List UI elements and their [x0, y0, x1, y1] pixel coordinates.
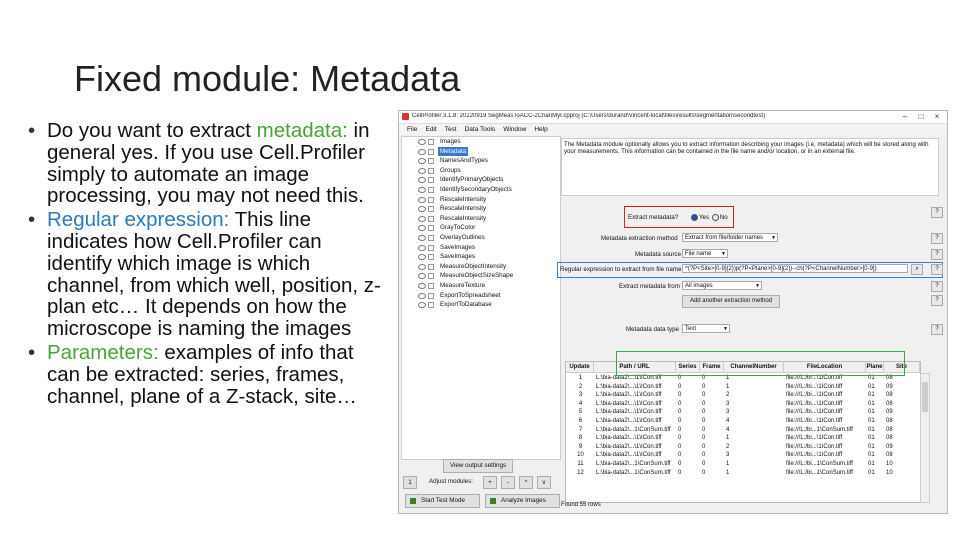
table-cell: file:///L:/bi...\1ICon.tiff: [786, 392, 843, 399]
table-cell: 1: [726, 461, 730, 467]
module-name: SaveImages: [440, 243, 476, 251]
table-cell: L:\bia-data2\...\1\ICon.tiff: [596, 392, 662, 399]
adjust-modules-label: Adjust modules:: [429, 478, 474, 485]
table-cell: 0: [678, 375, 682, 381]
table-cell: file:///L:/bi...\1ICon.tiff: [786, 443, 843, 450]
module-name: GrayToColor: [440, 224, 476, 232]
eye-icon[interactable]: [418, 149, 426, 155]
module-item[interactable]: [402, 204, 560, 214]
extract-from-select[interactable]: [682, 281, 762, 290]
module-item[interactable]: [402, 175, 560, 185]
table-cell: 08: [886, 418, 893, 424]
table-cell: 0: [702, 409, 706, 416]
enable-checkbox[interactable]: [428, 283, 434, 289]
table-cell: 0: [678, 469, 682, 476]
bullet-dot-icon: •: [28, 340, 36, 364]
table-cell: 1: [726, 469, 730, 476]
column-header[interactable]: Plane: [866, 362, 884, 373]
extract-from-value: All images: [685, 283, 713, 289]
analyze-images-button[interactable]: [485, 494, 560, 508]
table-cell: 3: [578, 392, 583, 399]
help-method-button[interactable]: ?: [931, 233, 943, 244]
table-cell: L:\bia-data2\...1\ConSum.tiff: [596, 461, 671, 467]
enable-checkbox[interactable]: [428, 216, 434, 222]
eye-icon[interactable]: [418, 273, 426, 279]
module-description: The Metadata module optionally allows you to extract information describing your images (i.e, metadata) which will be stored along with your measurements. This information can be contained in the file name and/or location, or in an external file.: [561, 138, 939, 196]
table-cell: file:///L:/bi...\1ICon.tiff: [786, 452, 843, 459]
slide-title: Fixed module: Metadata: [74, 58, 461, 99]
minimize-icon[interactable]: –: [902, 112, 908, 121]
menu-test[interactable]: Test: [444, 126, 457, 133]
bullet-text: examples of info that can be extracted: series, frames, channel, plane of a Z-stack, site…: [47, 340, 357, 408]
enable-checkbox[interactable]: [428, 158, 434, 164]
enable-checkbox[interactable]: [428, 225, 434, 231]
module-name: Images: [440, 138, 461, 145]
table-cell: 01: [868, 375, 875, 381]
move-down-button[interactable]: v: [537, 476, 551, 489]
module-item[interactable]: [402, 233, 560, 243]
module-name: Metadata: [440, 147, 467, 155]
module-item[interactable]: [402, 166, 560, 176]
module-count-button[interactable]: 1: [403, 476, 417, 489]
table-cell: L:\bia-data2\...1\ConSum.tiff: [596, 426, 671, 433]
cellprofiler-window: [398, 110, 948, 514]
run-row: [401, 493, 559, 509]
module-name: ExportToSpreadsheet: [440, 291, 501, 299]
table-cell: 01: [868, 443, 875, 450]
table-cell: 0: [702, 469, 706, 476]
table-cell: 8: [578, 435, 583, 442]
table-cell: L:\bia-data2\...\1\ICon.tiff: [596, 435, 662, 442]
view-output-settings-button[interactable]: View output settings: [443, 459, 513, 473]
table-cell: 01: [868, 400, 875, 407]
metadata-table: [565, 361, 921, 503]
module-item[interactable]: [402, 147, 560, 157]
menu-help[interactable]: Help: [534, 126, 548, 133]
module-item[interactable]: [402, 262, 560, 272]
eye-icon[interactable]: [418, 197, 426, 203]
table-cell: 6: [578, 418, 583, 424]
adjust-modules-row: [401, 475, 559, 489]
eye-icon[interactable]: [418, 168, 426, 174]
table-cell: 01: [868, 469, 875, 476]
table-cell: 1: [578, 375, 583, 381]
bullet-dot-icon: •: [28, 208, 36, 232]
regex-input[interactable]: ^(?P<Site>[0-9]{2})p(?P<Plane>[0-9]{2})--ch(?P<ChannelNumber>[0-9]): [682, 264, 908, 273]
eye-icon[interactable]: [418, 225, 426, 231]
enable-checkbox[interactable]: [428, 293, 434, 299]
table-cell: file:///L:/bi...1\ConSum.tiff: [786, 469, 853, 476]
table-cell: 9: [578, 443, 583, 450]
chevron-down-icon: ▼: [723, 326, 728, 332]
data-type-label: Metadata data type: [626, 326, 679, 333]
window-titlebar: [399, 111, 947, 124]
table-cell: 09: [886, 383, 893, 390]
table-cell: 4: [578, 400, 583, 407]
table-cell: 4: [726, 418, 730, 424]
extraction-method-label: Metadata extraction method: [601, 235, 678, 242]
enable-checkbox[interactable]: [428, 235, 434, 241]
table-row[interactable]: [566, 434, 920, 443]
table-row[interactable]: [566, 391, 920, 400]
table-cell: 10: [886, 469, 893, 476]
enable-checkbox[interactable]: [428, 149, 434, 155]
eye-icon[interactable]: [418, 139, 426, 145]
module-item[interactable]: [402, 223, 560, 233]
eye-icon[interactable]: [418, 158, 426, 164]
enable-checkbox[interactable]: [428, 264, 434, 270]
help-regex-button[interactable]: ?: [931, 264, 943, 275]
table-cell: 0: [678, 383, 682, 390]
table-cell: 0: [678, 409, 682, 416]
table-cell: 01: [868, 409, 875, 416]
table-row[interactable]: [566, 383, 920, 392]
table-cell: 0: [702, 392, 706, 399]
table-cell: 0: [678, 443, 682, 450]
window-title: CellProfiler 3.1.8: 20220919 SegMeasToACC-2ChanMyr.cpproj (C:\Users\durand\Vincent-local\files\results\segmentation\secondtest): [412, 113, 766, 119]
table-row[interactable]: [566, 426, 920, 435]
module-name: Groups: [440, 166, 461, 174]
table-cell: L:\bia-data2\...\1\ICon.tiff: [596, 375, 662, 381]
enable-checkbox[interactable]: [428, 273, 434, 279]
table-cell: file:///L:/bi...\1ICon.tiff: [786, 400, 843, 407]
table-cell: 12: [577, 469, 584, 476]
table-scrollbar[interactable]: [920, 373, 930, 503]
menu-bar: [399, 124, 947, 135]
menu-data-tools[interactable]: Data Tools: [464, 126, 496, 133]
module-item[interactable]: [402, 281, 560, 291]
table-cell: L:\bia-data2\...\1\ICon.tiff: [596, 418, 662, 424]
module-item[interactable]: [402, 195, 560, 205]
module-name: MeasureTexture: [440, 281, 486, 289]
enable-checkbox[interactable]: [428, 302, 434, 308]
column-header[interactable]: ChannelNumber: [724, 362, 784, 373]
test-mode-icon: [410, 498, 416, 504]
table-cell: L:\bia-data2\...\1\ICon.tiff: [596, 409, 662, 416]
help-source-button[interactable]: ?: [931, 249, 943, 260]
metadata-source-select[interactable]: [682, 249, 728, 258]
table-cell: 11: [577, 461, 584, 467]
table-cell: 10: [577, 452, 584, 459]
module-name: MeasureObjectIntensity: [440, 262, 507, 270]
table-row[interactable]: [566, 400, 920, 409]
remove-module-button[interactable]: -: [501, 476, 515, 489]
start-test-label: Start Test Mode: [421, 497, 465, 504]
table-cell: 01: [868, 435, 875, 442]
table-cell: 01: [868, 392, 875, 399]
bullet-text: in general yes. If you use Cell.Profiler simply to automate an image processing, you may not need this.: [47, 119, 370, 208]
table-cell: 0: [702, 461, 706, 467]
help-add-button[interactable]: ?: [931, 295, 943, 306]
table-cell: file:///L:/bi...\1ICon.tiff: [786, 418, 843, 424]
metadata-source-value: File name: [685, 251, 712, 257]
table-cell: 0: [702, 400, 706, 407]
chevron-down-icon: ▼: [755, 283, 760, 289]
menu-edit[interactable]: Edit: [425, 126, 437, 133]
table-cell: 0: [678, 418, 682, 424]
module-item[interactable]: [402, 156, 560, 166]
cellprofiler-app-icon: [402, 113, 409, 120]
table-cell: 2: [578, 383, 583, 390]
table-cell: 01: [868, 383, 875, 390]
table-row[interactable]: [566, 469, 920, 478]
extraction-method-select[interactable]: [682, 233, 778, 242]
column-header[interactable]: Path / URL: [594, 362, 676, 373]
radio-yes-label: Yes: [699, 214, 710, 222]
eye-icon[interactable]: [418, 206, 426, 212]
table-cell: 0: [702, 426, 706, 433]
table-cell: L:\bia-data2\...1\ConSum.tiff: [596, 469, 671, 476]
data-type-value: Text: [685, 326, 697, 332]
module-name: RescaleIntensity: [440, 214, 487, 222]
eye-icon[interactable]: [418, 216, 426, 222]
table-cell: L:\bia-data2\...\1\ICon.tiff: [596, 383, 662, 390]
eye-icon[interactable]: [418, 283, 426, 289]
move-up-button[interactable]: ^: [519, 476, 533, 489]
scrollbar-thumb[interactable]: [922, 382, 928, 412]
table-row[interactable]: [566, 451, 920, 460]
table-cell: 0: [678, 435, 682, 442]
table-cell: 01: [868, 426, 875, 433]
table-cell: 0: [678, 392, 682, 399]
table-cell: 0: [678, 452, 682, 459]
bullet-highlight: metadata:: [256, 119, 348, 142]
table-cell: 08: [886, 452, 893, 459]
module-name: OverlayOutlines: [440, 233, 485, 241]
bullet-item: [28, 342, 390, 407]
add-extraction-method-button[interactable]: Add another extraction method: [682, 295, 780, 308]
module-list: [401, 136, 561, 460]
table-cell: 0: [678, 461, 682, 467]
table-cell: 0: [678, 426, 682, 433]
table-cell: 08: [886, 400, 893, 407]
bullet-item: [28, 209, 390, 340]
table-cell: 09: [886, 443, 893, 450]
module-name: ExportToDatabase: [440, 301, 492, 309]
metadata-source-label: Metadata source: [635, 251, 682, 258]
extract-metadata-label: Extract metadata?: [628, 214, 679, 221]
eye-icon[interactable]: [418, 264, 426, 270]
eye-icon[interactable]: [418, 177, 426, 183]
module-item[interactable]: [402, 300, 560, 310]
table-cell: file:///L:/bi...\1ICon.tiff: [786, 409, 843, 416]
bullet-dot-icon: •: [28, 119, 36, 142]
enable-checkbox[interactable]: [428, 206, 434, 212]
menu-file[interactable]: File: [407, 126, 418, 133]
module-item[interactable]: [402, 271, 560, 281]
chevron-down-icon: ▼: [771, 235, 776, 241]
enable-checkbox[interactable]: [428, 245, 434, 251]
help-data-type-button[interactable]: ?: [931, 324, 943, 335]
extraction-method-value: Extract from file/folder names: [685, 235, 764, 241]
column-header[interactable]: Update: [566, 362, 594, 373]
table-row[interactable]: [566, 460, 920, 469]
table-cell: 2: [726, 443, 730, 450]
table-cell: 3: [726, 452, 730, 459]
table-cell: 4: [726, 426, 730, 433]
table-cell: L:\bia-data2\...\1\ICon.tiff: [596, 400, 662, 407]
extract-from-label: Extract metadata from: [619, 283, 680, 290]
table-cell: 2: [726, 392, 730, 399]
table-row[interactable]: [566, 417, 920, 426]
chevron-down-icon: ▼: [721, 251, 726, 257]
module-item[interactable]: [402, 291, 560, 301]
module-name: MeasureObjectSizeShape: [440, 272, 514, 280]
table-cell: 0: [702, 418, 706, 424]
close-icon[interactable]: ×: [934, 112, 940, 121]
enable-checkbox[interactable]: [428, 139, 434, 145]
table-cell: 10: [886, 461, 893, 467]
enable-checkbox[interactable]: [428, 187, 434, 193]
regex-label: Regular expression to extract from file name: [560, 266, 682, 273]
extract-metadata-highlight: [624, 206, 734, 228]
table-cell: 1: [726, 383, 730, 390]
table-cell: file:///L:/bi...\1ICon.tiff: [786, 383, 843, 390]
table-cell: L:\bia-data2\...\1\ICon.tiff: [596, 443, 662, 450]
bullet-text: This line indicates how Cell.Profiler can identify which image is which channel, from which well, position, z-plan etc… It depends on how the microscope is naming the images: [47, 208, 381, 341]
add-module-button[interactable]: +: [483, 476, 497, 489]
table-cell: 01: [868, 452, 875, 459]
analyze-icon: [490, 498, 496, 504]
module-item[interactable]: [402, 137, 560, 147]
help-extract-from-button[interactable]: ?: [931, 281, 943, 292]
table-cell: file:///L:/bi...1\ConSum.tiff: [786, 426, 853, 433]
table-cell: 3: [726, 409, 730, 416]
table-cell: 0: [678, 400, 682, 407]
help-extract-button[interactable]: ?: [931, 207, 943, 218]
table-row[interactable]: [566, 443, 920, 452]
table-cell: file:///L:/bi...1\ConSum.tiff: [786, 461, 853, 467]
bullet-list: [28, 120, 390, 409]
table-cell: 0: [702, 375, 706, 381]
radio-no-label: No: [719, 214, 728, 222]
eye-icon[interactable]: [418, 293, 426, 299]
bullet-highlight: Regular expression:: [47, 208, 230, 232]
column-header[interactable]: Site: [884, 362, 920, 373]
module-name: IdentifyPrimaryObjects: [440, 176, 504, 184]
eye-icon[interactable]: [418, 235, 426, 241]
maximize-icon[interactable]: □: [918, 112, 924, 121]
enable-checkbox[interactable]: [428, 254, 434, 260]
eye-icon[interactable]: [418, 254, 426, 260]
table-header-highlight: [616, 351, 905, 376]
table-cell: 08: [886, 426, 893, 433]
data-type-select[interactable]: [682, 324, 730, 333]
table-cell: file:///L:/bi...\1ICon.tiff: [786, 375, 843, 381]
regex-search-icon[interactable]: ⌕: [911, 264, 923, 275]
table-cell: 0: [702, 452, 706, 459]
module-name: SaveImages: [440, 253, 476, 261]
table-cell: 09: [886, 409, 893, 416]
module-item[interactable]: [402, 185, 560, 195]
bullet-text: Do you want to extract: [47, 119, 257, 142]
module-name: RescaleIntensity: [440, 205, 487, 213]
table-cell: 0: [702, 435, 706, 442]
module-name: NamesAndTypes: [440, 157, 488, 165]
enable-checkbox[interactable]: [428, 177, 434, 183]
column-header[interactable]: Series: [676, 362, 700, 373]
analyze-label: Analyze Images: [501, 497, 546, 504]
eye-icon[interactable]: [418, 245, 426, 251]
enable-checkbox[interactable]: [428, 197, 434, 203]
table-cell: 01: [868, 461, 875, 467]
table-cell: 1: [726, 375, 730, 381]
table-cell: 01: [868, 418, 875, 424]
module-name: IdentifySecondaryObjects: [440, 185, 512, 193]
bullet-highlight: Parameters:: [47, 340, 159, 364]
table-cell: 0: [702, 443, 706, 450]
table-cell: 0: [702, 383, 706, 390]
module-item[interactable]: [402, 214, 560, 224]
module-name: RescaleIntensity: [440, 195, 487, 203]
enable-checkbox[interactable]: [428, 168, 434, 174]
eye-icon[interactable]: [418, 302, 426, 308]
table-row[interactable]: [566, 408, 920, 417]
table-cell: 7: [578, 426, 583, 433]
module-item[interactable]: [402, 252, 560, 262]
bullet-item: [28, 120, 390, 207]
table-cell: 5: [578, 409, 583, 416]
module-item[interactable]: [402, 243, 560, 253]
menu-window[interactable]: Window: [503, 126, 527, 133]
table-cell: 08: [886, 375, 893, 381]
table-cell: 08: [886, 435, 893, 442]
column-header[interactable]: FileLocation: [784, 362, 866, 373]
table-cell: 08: [886, 392, 893, 399]
table-cell: L:\bia-data2\...\1\ICon.tiff: [596, 452, 662, 459]
table-cell: 1: [726, 435, 730, 442]
table-cell: 3: [726, 400, 730, 407]
start-test-mode-button[interactable]: [405, 494, 480, 508]
table-cell: file:///L:/bi...\1ICon.tiff: [786, 435, 843, 442]
column-header[interactable]: Frame: [700, 362, 724, 373]
status-text: Found 55 rows: [561, 502, 601, 508]
eye-icon[interactable]: [418, 187, 426, 193]
